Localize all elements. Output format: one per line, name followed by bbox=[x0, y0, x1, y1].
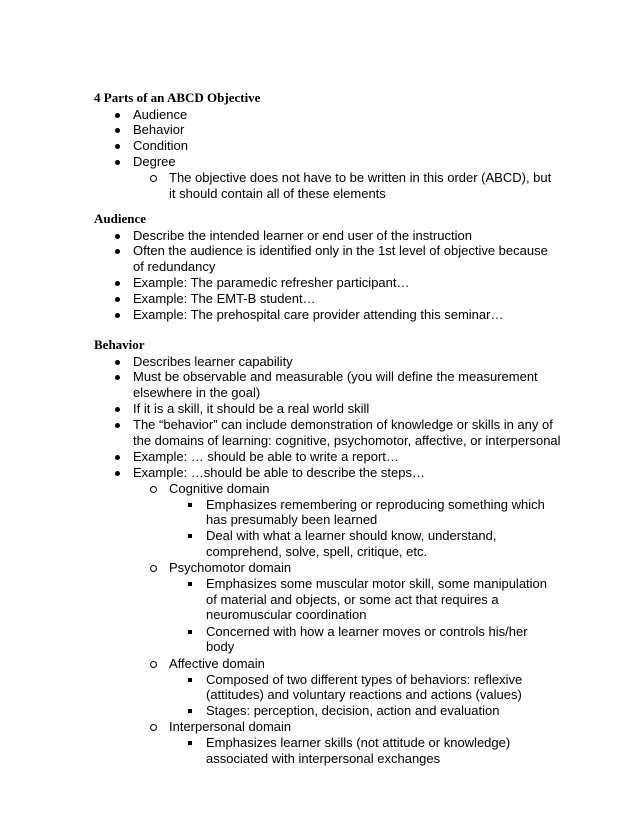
list-item bbox=[206, 672, 522, 703]
list-item-text: of redundancy bbox=[133, 258, 216, 274]
list-item-text: Audience bbox=[133, 106, 188, 122]
list-item-text: Concerned with how a learner moves or controls his/her bbox=[206, 623, 528, 639]
list-item-text: neuromuscular coordination bbox=[206, 607, 367, 623]
list-item-text: Condition bbox=[133, 138, 188, 154]
list-item bbox=[133, 154, 176, 170]
list-item bbox=[206, 576, 547, 623]
list-item bbox=[133, 354, 293, 370]
list-item-text: Deal with what a learner should know, understand, bbox=[206, 528, 497, 544]
list-item-text: has presumably been learned bbox=[206, 512, 378, 528]
list-item-text: The “behavior” can include demonstration of knowledge or skills in any of bbox=[133, 417, 553, 433]
list-item bbox=[206, 497, 545, 528]
list-item-text: Often the audience is identified only in the 1st level of objective because bbox=[133, 243, 548, 259]
list-item-text: Affective domain bbox=[169, 655, 265, 671]
list-item bbox=[133, 243, 548, 274]
list-item-text: it should contain all of these elements bbox=[169, 185, 386, 201]
list-item bbox=[169, 560, 291, 576]
section-heading: Behavior bbox=[94, 337, 145, 352]
list-item-text: Example: The paramedic refresher participant… bbox=[133, 275, 410, 291]
list-item bbox=[169, 719, 291, 735]
list-item bbox=[206, 735, 510, 766]
list-item-text: elsewhere in the goal) bbox=[133, 384, 261, 400]
list-item-text: If it is a skill, it should be a real world skill bbox=[133, 401, 370, 417]
list-item-text: Example: …should be able to describe the steps… bbox=[133, 464, 425, 480]
list-item bbox=[133, 417, 561, 448]
list-item-text: Interpersonal domain bbox=[169, 719, 292, 735]
list-item bbox=[133, 369, 538, 400]
list-item-text: Psychomotor domain bbox=[169, 560, 292, 576]
list-item-text: Example: The EMT-B student… bbox=[133, 291, 316, 307]
list-item bbox=[133, 291, 316, 307]
list-item bbox=[169, 481, 269, 497]
section-heading: Audience bbox=[94, 211, 146, 226]
list-item-text: associated with interpersonal exchanges bbox=[206, 750, 441, 766]
list-item bbox=[133, 275, 410, 291]
list-item bbox=[169, 170, 551, 201]
list-item bbox=[206, 703, 499, 719]
list-item bbox=[133, 138, 188, 154]
list-item-text: Stages: perception, decision, action and evaluation bbox=[206, 703, 500, 719]
list-item-text: (attitudes) and voluntary reactions and actions (values) bbox=[206, 687, 522, 702]
list-item-text: body bbox=[206, 639, 235, 655]
list-item-text: Cognitive domain bbox=[169, 480, 270, 496]
list-item-text: Emphasizes learner skills (not attitude or knowledge) bbox=[206, 735, 511, 751]
list-item bbox=[133, 228, 472, 244]
list-item bbox=[133, 122, 184, 138]
list-item-text: comprehend, solve, spell, critique, etc. bbox=[206, 543, 428, 559]
list-item-text: Describe the intended learner or end user of the instruction bbox=[133, 227, 472, 243]
section-heading: 4 Parts of an ABCD Objective bbox=[94, 90, 261, 105]
list-item bbox=[133, 307, 503, 323]
list-item-text: Emphasizes remembering or reproducing something which bbox=[206, 496, 545, 512]
list-item-text: The objective does not have to be written in this order (ABCD), but bbox=[169, 170, 552, 186]
list-item-text: of material and objects, or some act that requires a bbox=[206, 591, 499, 607]
list-item bbox=[206, 528, 497, 559]
list-item-text: Emphasizes some muscular motor skill, some manipulation bbox=[206, 576, 548, 592]
list-item-text: Degree bbox=[133, 154, 176, 170]
list-item bbox=[133, 107, 187, 123]
list-item-text: Example: The prehospital care provider attending this seminar… bbox=[133, 307, 504, 322]
list-item-text: Must be observable and measurable (you will define the measurement bbox=[133, 369, 538, 385]
list-item bbox=[206, 624, 528, 655]
list-item-text: Composed of two different types of behaviors: reflexive bbox=[206, 671, 523, 687]
list-item-text: the domains of learning: cognitive, psychomotor, affective, or interpersonal bbox=[133, 432, 561, 448]
list-item bbox=[133, 449, 399, 465]
list-item bbox=[133, 465, 425, 481]
list-item bbox=[169, 656, 265, 672]
list-item-text: Example: … should be able to write a report… bbox=[133, 448, 399, 464]
list-item bbox=[133, 401, 369, 417]
list-item-text: Behavior bbox=[133, 122, 185, 138]
list-item-text: Describes learner capability bbox=[133, 353, 293, 369]
